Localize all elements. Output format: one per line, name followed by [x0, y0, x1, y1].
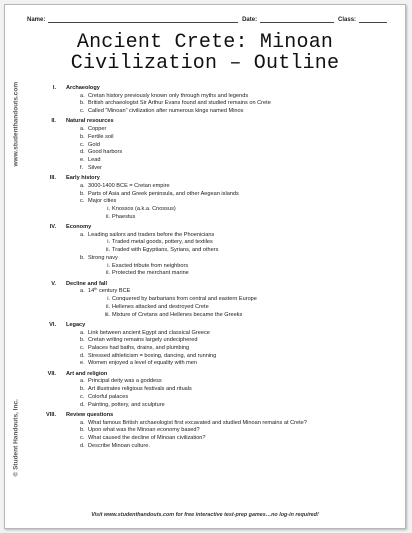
outline-item	[42, 360, 395, 368]
outline-item	[42, 420, 395, 428]
outline-subitem	[42, 239, 395, 247]
outline-section-heading	[42, 175, 395, 183]
outline-item	[42, 108, 395, 116]
outline-text	[88, 427, 200, 435]
outline-text-main: Traded with Egyptians, Syrians, and others	[112, 247, 219, 254]
outline-marker: b.	[80, 337, 85, 344]
outline-text-main: Silver	[88, 164, 102, 171]
outline-text	[88, 443, 150, 451]
outline-marker: b.	[80, 190, 85, 197]
outline-text	[88, 378, 162, 386]
outline-text-main: Major cities	[88, 198, 117, 205]
outline-text-main: Review questions	[66, 411, 114, 418]
outline-text-main: Conquered by barbarians from central and eastern Europe	[112, 296, 257, 303]
outline-text	[88, 191, 239, 199]
outline-text-main: Copper	[88, 126, 107, 133]
outline-subitem	[42, 247, 395, 255]
outline-marker: a.	[80, 92, 85, 99]
outline-text-main: Upon what was the Minoan economy based?	[88, 427, 200, 434]
outline-text-main: Exacted tribute from neighbors	[112, 262, 189, 269]
outline-text	[88, 93, 248, 101]
outline-item	[42, 232, 395, 240]
outline-text-main: Stressed athleticism = boxing, dancing, and running	[88, 352, 217, 359]
outline-item	[42, 191, 395, 199]
outline-marker: iii.	[104, 311, 110, 318]
outline-marker: ii.	[105, 270, 110, 277]
outline-marker: i.	[107, 239, 110, 246]
outline-subitem	[42, 206, 395, 214]
outline-text-main: Mixture of Cretans and Hellenes became the Greeks	[112, 311, 243, 318]
footer-note: Visit www.studenthandouts.com for free interactive test-prep games…no log-in required!	[91, 512, 319, 518]
outline-section-heading	[42, 322, 395, 330]
outline-subitem	[42, 304, 395, 312]
outline-marker: f.	[80, 164, 84, 171]
outline-item	[42, 183, 395, 191]
outline-text	[88, 337, 197, 345]
outline-text-main: Traded metal goods, pottery, and textiles	[112, 239, 213, 246]
outline-text-main: Parts of Asia and Greek peninsula, and other Aegean islands	[88, 190, 239, 197]
outline-marker: VI.	[49, 321, 56, 328]
outline-marker: e.	[80, 157, 85, 164]
outline-marker: a.	[80, 419, 85, 426]
outline-marker: b.	[80, 254, 85, 261]
date-blank[interactable]	[260, 16, 334, 23]
outline-item	[42, 255, 395, 263]
outline-item	[42, 100, 395, 108]
outline-text-main: Fertile soil	[88, 133, 114, 140]
outline-marker: ii.	[105, 213, 110, 220]
outline-text-main: Phaestus	[112, 213, 136, 220]
outline-item	[42, 394, 395, 402]
outline-item	[42, 337, 395, 345]
outline-marker: i.	[107, 296, 110, 303]
outline-text	[88, 165, 102, 173]
outline-section-heading	[42, 118, 395, 126]
title-line-1: Ancient Crete: Minoan	[76, 31, 334, 54]
side-stamp-copyright: © Student Handouts, Inc.	[12, 399, 20, 477]
outline-text	[112, 263, 188, 271]
class-label: Class:	[338, 17, 357, 23]
outline-marker: c.	[80, 435, 85, 442]
outline-section-heading	[42, 85, 395, 93]
outline-text	[112, 239, 213, 247]
outline-section-heading	[42, 371, 395, 379]
outline-text	[66, 412, 113, 420]
outline-text	[88, 157, 100, 165]
outline-section-heading	[42, 224, 395, 232]
outline-text-main: Lead	[88, 157, 101, 164]
outline-text-main: Art and religion	[66, 370, 108, 377]
outline-text	[66, 224, 91, 232]
outline-marker: i.	[107, 205, 110, 212]
outline-text-main: 3000-1400 BCE = Cretan empire	[88, 182, 170, 189]
outline-marker: d.	[80, 149, 85, 156]
date-label: Date:	[242, 17, 258, 23]
outline-item	[42, 330, 395, 338]
outline-text-main: Good harbors	[88, 149, 123, 156]
outline-text	[88, 134, 114, 142]
outline-subitem	[42, 296, 395, 304]
outline-marker: e.	[80, 360, 85, 367]
outline-marker: d.	[80, 401, 85, 408]
outline-text-main: Hellenes attacked and destroyed Crete	[112, 303, 209, 310]
outline-text-main: Leading sailors and traders before the Phoenicians	[88, 231, 215, 238]
outline-item	[42, 386, 395, 394]
outline-text	[88, 360, 197, 368]
outline-text-main: What caused the decline of Minoan civilization?	[88, 435, 206, 442]
outline-text	[88, 353, 216, 361]
outline-text-main: Painting, pottery, and sculpture	[88, 401, 165, 408]
outline-text	[66, 371, 107, 379]
outline-text	[88, 386, 192, 394]
outline-text	[88, 420, 307, 428]
outline-item	[42, 435, 395, 443]
outline-marker: a.	[80, 378, 85, 385]
outline-text	[88, 142, 100, 150]
outline-subitem	[42, 263, 395, 271]
outline-item	[42, 288, 395, 296]
outline-text-main: Palaces had baths, drains, and plumbing	[88, 344, 190, 351]
outline-item	[42, 345, 395, 353]
outline-section-heading	[42, 412, 395, 420]
outline-subitem	[42, 214, 395, 222]
outline-text	[112, 206, 176, 214]
outline-marker: a.	[80, 329, 85, 336]
outline-text	[112, 270, 189, 278]
outline-item	[42, 126, 395, 134]
outline-item	[42, 134, 395, 142]
outline-marker: i.	[107, 262, 110, 269]
outline-text	[66, 322, 85, 330]
outline-text-main: Cretan writing remains largely undeciphered	[88, 337, 198, 344]
title-line-2: Civilization – Outline	[70, 52, 340, 75]
outline-marker: b.	[80, 133, 85, 140]
outline-text	[88, 183, 170, 191]
outline-text-main: Economy	[66, 224, 92, 230]
outline-marker: V.	[51, 280, 56, 287]
outline-text	[88, 108, 243, 116]
outline	[42, 85, 395, 451]
worksheet-page	[4, 4, 406, 529]
header-fields	[27, 16, 391, 23]
outline-text-main: Legacy	[66, 321, 86, 328]
outline-marker: c.	[80, 198, 85, 205]
outline-text-main: Describe Minoan culture.	[88, 442, 150, 449]
outline-marker: c.	[80, 393, 85, 400]
outline-text	[88, 330, 210, 338]
ordinal-suffix: th	[94, 287, 98, 292]
outline-subitem	[42, 312, 395, 320]
outline-marker: III.	[49, 175, 56, 182]
outline-item	[42, 443, 395, 451]
outline-text-main: Natural resources	[66, 118, 114, 125]
outline-marker: II.	[51, 118, 56, 125]
outline-item	[42, 402, 395, 410]
outline-marker: a.	[80, 126, 85, 133]
outline-marker: a.	[80, 231, 85, 238]
outline-text	[112, 296, 257, 304]
outline-text	[88, 149, 122, 157]
outline-text-main: Women enjoyed a level of equality with men	[88, 360, 198, 367]
outline-marker: c.	[80, 108, 85, 115]
outline-text-main: Link between ancient Egypt and classical Greece	[88, 329, 210, 336]
outline-marker: b.	[80, 427, 85, 434]
outline-text-main: Protected the merchant marine	[112, 270, 189, 277]
outline-text	[112, 247, 218, 255]
outline-text-main: Colorful palaces	[88, 393, 129, 400]
outline-text-main: Principal deity was a goddess	[88, 378, 162, 385]
outline-text	[88, 198, 116, 206]
outline-marker: I.	[52, 85, 56, 91]
outline-marker: VII.	[47, 370, 56, 377]
outline-text-main: What famous British archaeologist first excavated and studied Minoan remains at Crete?	[88, 419, 307, 426]
outline-text	[88, 126, 106, 134]
outline-marker: ii.	[105, 247, 110, 254]
outline-text-main: 14	[88, 288, 95, 295]
outline-text-main: Early history	[66, 175, 100, 182]
outline-text-main: Strong navy	[88, 254, 118, 261]
outline-text	[88, 288, 130, 296]
outline-text	[66, 175, 100, 183]
outline-text-main: Art illustrates religious festivals and rituals	[88, 386, 192, 393]
outline-marker: d.	[80, 352, 85, 359]
outline-text	[112, 304, 209, 312]
outline-marker: b.	[80, 100, 85, 107]
outline-text-main: Called “Minoan” civilization after numerous kings named Minos	[88, 108, 244, 115]
outline-text-after: century BCE	[97, 288, 131, 295]
class-blank[interactable]	[359, 16, 387, 23]
name-label: Name:	[27, 17, 46, 23]
outline-text-main: Knossos (a.k.a. Cnossus)	[112, 205, 176, 212]
outline-text	[88, 402, 165, 410]
outline-marker: a.	[80, 182, 85, 189]
outline-text	[88, 232, 214, 240]
outline-text-main: British archaeologist Sir Arthur Evans found and studied remains on Crete	[88, 100, 271, 107]
name-blank[interactable]	[48, 16, 238, 23]
side-stamp	[10, 81, 22, 495]
outline-text	[112, 214, 135, 222]
outline-item	[42, 198, 395, 206]
outline-marker: d.	[80, 442, 85, 449]
outline-text-main: Decline and fall	[66, 280, 108, 287]
outline-marker: ii.	[105, 303, 110, 310]
outline-item	[42, 157, 395, 165]
outline-text	[88, 345, 189, 353]
outline-marker: c.	[80, 344, 85, 351]
outline-subitem	[42, 270, 395, 278]
outline-item	[42, 149, 395, 157]
outline-item	[42, 165, 395, 173]
page-title	[5, 32, 405, 74]
outline-text	[112, 312, 242, 320]
outline-text-main: Cretan history previously known only through myths and legends	[88, 92, 249, 99]
side-stamp-url: www.studenthandouts.com	[12, 81, 20, 167]
outline-marker: c.	[80, 141, 85, 148]
outline-text-main: Gold	[88, 141, 100, 148]
outline-text-main: Archaeology	[66, 85, 100, 91]
outline-item	[42, 378, 395, 386]
outline-text	[88, 435, 206, 443]
outline-marker: VIII.	[46, 411, 56, 418]
outline-text	[88, 394, 128, 402]
outline-item	[42, 142, 395, 150]
outline-item	[42, 93, 395, 101]
outline-marker: IV.	[49, 224, 56, 230]
outline-text	[88, 100, 271, 108]
outline-text	[66, 118, 114, 126]
outline-marker: a.	[80, 288, 85, 295]
outline-marker: b.	[80, 386, 85, 393]
outline-text	[88, 255, 118, 263]
outline-item	[42, 353, 395, 361]
outline-text	[66, 85, 100, 93]
outline-item	[42, 427, 395, 435]
